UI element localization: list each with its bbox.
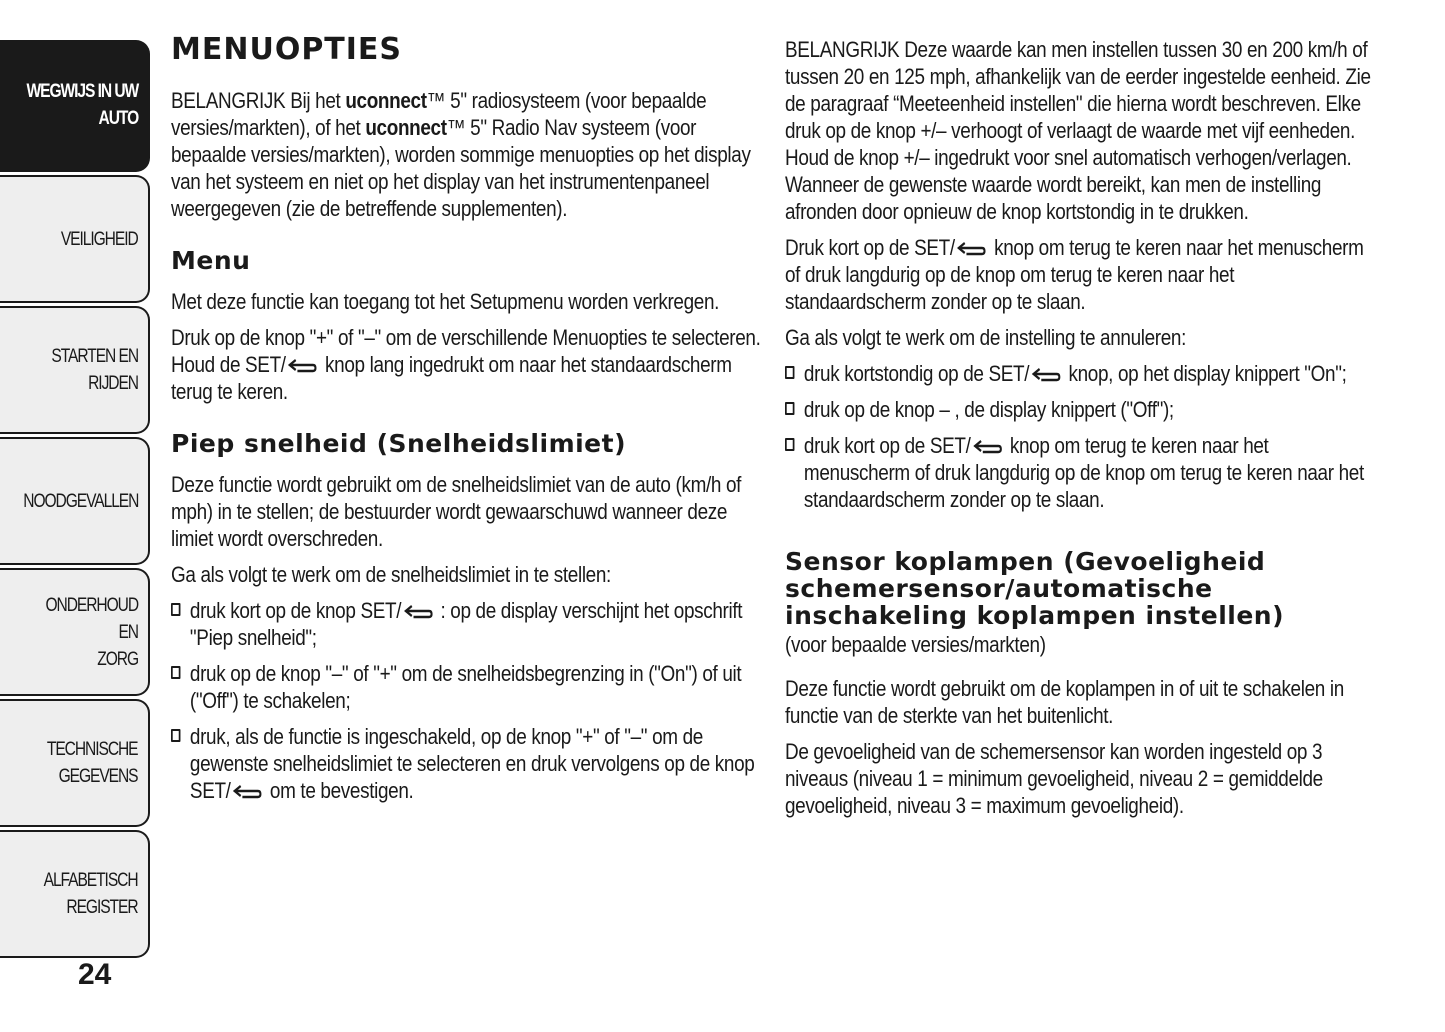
tab-noodgevallen[interactable] (0, 437, 150, 565)
checkbox-bullet-icon (171, 729, 180, 742)
right-column (785, 36, 1375, 828)
menu-paragraph: Met deze functie kan toegang tot het Setupmenu worden verkregen. (171, 289, 720, 314)
tab-onderhoud[interactable] (0, 568, 150, 696)
tab-label: VEILIGHEID (61, 228, 138, 250)
cancel-paragraph: Ga als volgt te werk om de instelling te annuleren: (785, 325, 1187, 350)
section-heading-piep-snelheid: Piep snelheid (Snelheidslimiet) (171, 429, 627, 458)
intro-paragraph: BELANGRIJK Bij het uconnect™ 5" radiosysteem (voor bepaalde versies/markten), of het uconnect™ 5" Radio Nav systeem (voor bepaalde versies/markten), worden sommige menuopties op het display van het systeem en niet op het display van het instrumentenpaneel weergegeven (zie de betreffende supplementen). (171, 88, 751, 221)
return-arrow-icon (957, 241, 986, 257)
list-item: druk, als de functie is ingeschakeld, op de knop "+" of "–" om de gewenste snelheidslimiet te selecteren en druk vervolgens op de knop SET/ om te bevestigen. (171, 723, 764, 804)
return-arrow-icon (288, 358, 317, 374)
return-arrow-icon (404, 604, 433, 620)
chapter-tabs (0, 40, 150, 961)
speed-range-paragraph: BELANGRIJK Deze waarde kan men instellen tussen 30 en 200 km/h of tussen 20 en 125 mph, afhankelijk van de eerder ingestelde eenheid. Zie de paragraaf “Meeteenheid instellen" die hierna wordt beschreven. Elke druk op de knop +/– verhoogt of verlaagt de waarde met vijf eenheden. Houd de knop +/– ingedrukt voor snel automatisch verhogen/verlagen. Wanneer de gewenste waarde wordt bereikt, kan men de instelling afronden door opnieuw de knop kortstondig in te drukken. (785, 37, 1371, 224)
checkbox-bullet-icon (785, 402, 794, 415)
tab-label: STARTEN EN RIJDEN (51, 346, 138, 394)
tab-label: TECHNISCHE GEGEVENS (47, 739, 139, 787)
list-item: druk kortstondig op de SET/ knop, op het display knippert "On"; (785, 360, 1378, 387)
checkbox-bullet-icon (785, 438, 794, 451)
tab-label: ALFABETISCH REGISTER (44, 870, 138, 918)
tab-label: NOODGEVALLEN (22, 490, 138, 512)
tab-alfabetisch-register[interactable] (0, 830, 150, 958)
list-item: druk op de knop "–" of "+" om de snelheidsbegrenzing in ("On") of uit ("Off") te schakelen; (171, 660, 764, 714)
brand-name: uconnect (345, 88, 427, 113)
sensor-paragraph: Deze functie wordt gebruikt om de koplampen in of uit te schakelen in functie van de sterkte van het buitenlicht. (785, 676, 1344, 728)
checkbox-bullet-icon (171, 666, 180, 679)
checkbox-bullet-icon (171, 603, 180, 616)
menu-paragraph: Druk op de knop "+" of "–" om de verschillende Menuopties te selecteren. Houd de SET/ knop lang ingedrukt om naar het standaardscherm terug te keren. (171, 325, 761, 404)
page-title: MENUOPTIES (171, 32, 403, 67)
section-heading-sensor-koplampen: Sensor koplampen (Gevoeligheid schemersensor/automatische inschakeling koplampen instellen) (785, 547, 1285, 630)
return-arrow-icon (973, 439, 1002, 455)
piep-paragraph: Deze functie wordt gebruikt om de snelheidslimiet van de auto (km/h of mph) in te stellen; de bestuurder wordt gewaarschuwd wanneer deze limiet wordt overschreden. (171, 472, 742, 551)
section-heading-menu: Menu (171, 246, 251, 275)
brand-name: uconnect (365, 115, 447, 140)
tab-label: ONDERHOUD EN ZORG (45, 594, 138, 670)
tab-wegwijs[interactable] (0, 40, 150, 172)
page-number: 24 (78, 958, 112, 991)
set-button-paragraph: Druk kort op de SET/ knop om terug te keren naar het menuscherm of druk langdurig op de knop om terug te keren naar het standaardscherm zonder op te slaan. (785, 235, 1364, 314)
list-item: druk op de knop – , de display knippert ("Off"); (785, 396, 1378, 423)
tab-label: WEGWIJS IN UW AUTO (26, 81, 138, 129)
checkbox-bullet-icon (785, 366, 794, 379)
return-arrow-icon (1032, 367, 1061, 383)
sensor-paragraph: De gevoeligheid van de schemersensor kan worden ingesteld op 3 niveaus (niveau 1 = minimum gevoeligheid, niveau 2 = gemiddelde gevoeligheid, niveau 3 = maximum gevoeligheid). (785, 739, 1323, 818)
piep-paragraph: Ga als volgt te werk om de snelheidslimiet in te stellen: (171, 562, 611, 587)
list-item: druk kort op de SET/ knop om terug te keren naar het menuscherm of druk langdurig op de knop om terug te keren naar het standaardscherm zonder op te slaan. (785, 432, 1378, 513)
return-arrow-icon (233, 784, 262, 800)
tab-technische-gegevens[interactable] (0, 699, 150, 827)
left-column (171, 30, 761, 813)
sensor-subtitle: (voor bepaalde versies/markten) (785, 632, 1046, 657)
list-item: druk kort op de knop SET/ : op de display verschijnt het opschrift "Piep snelheid"; (171, 597, 764, 651)
tab-starten-en-rijden[interactable] (0, 306, 150, 434)
tab-veiligheid[interactable] (0, 175, 150, 303)
